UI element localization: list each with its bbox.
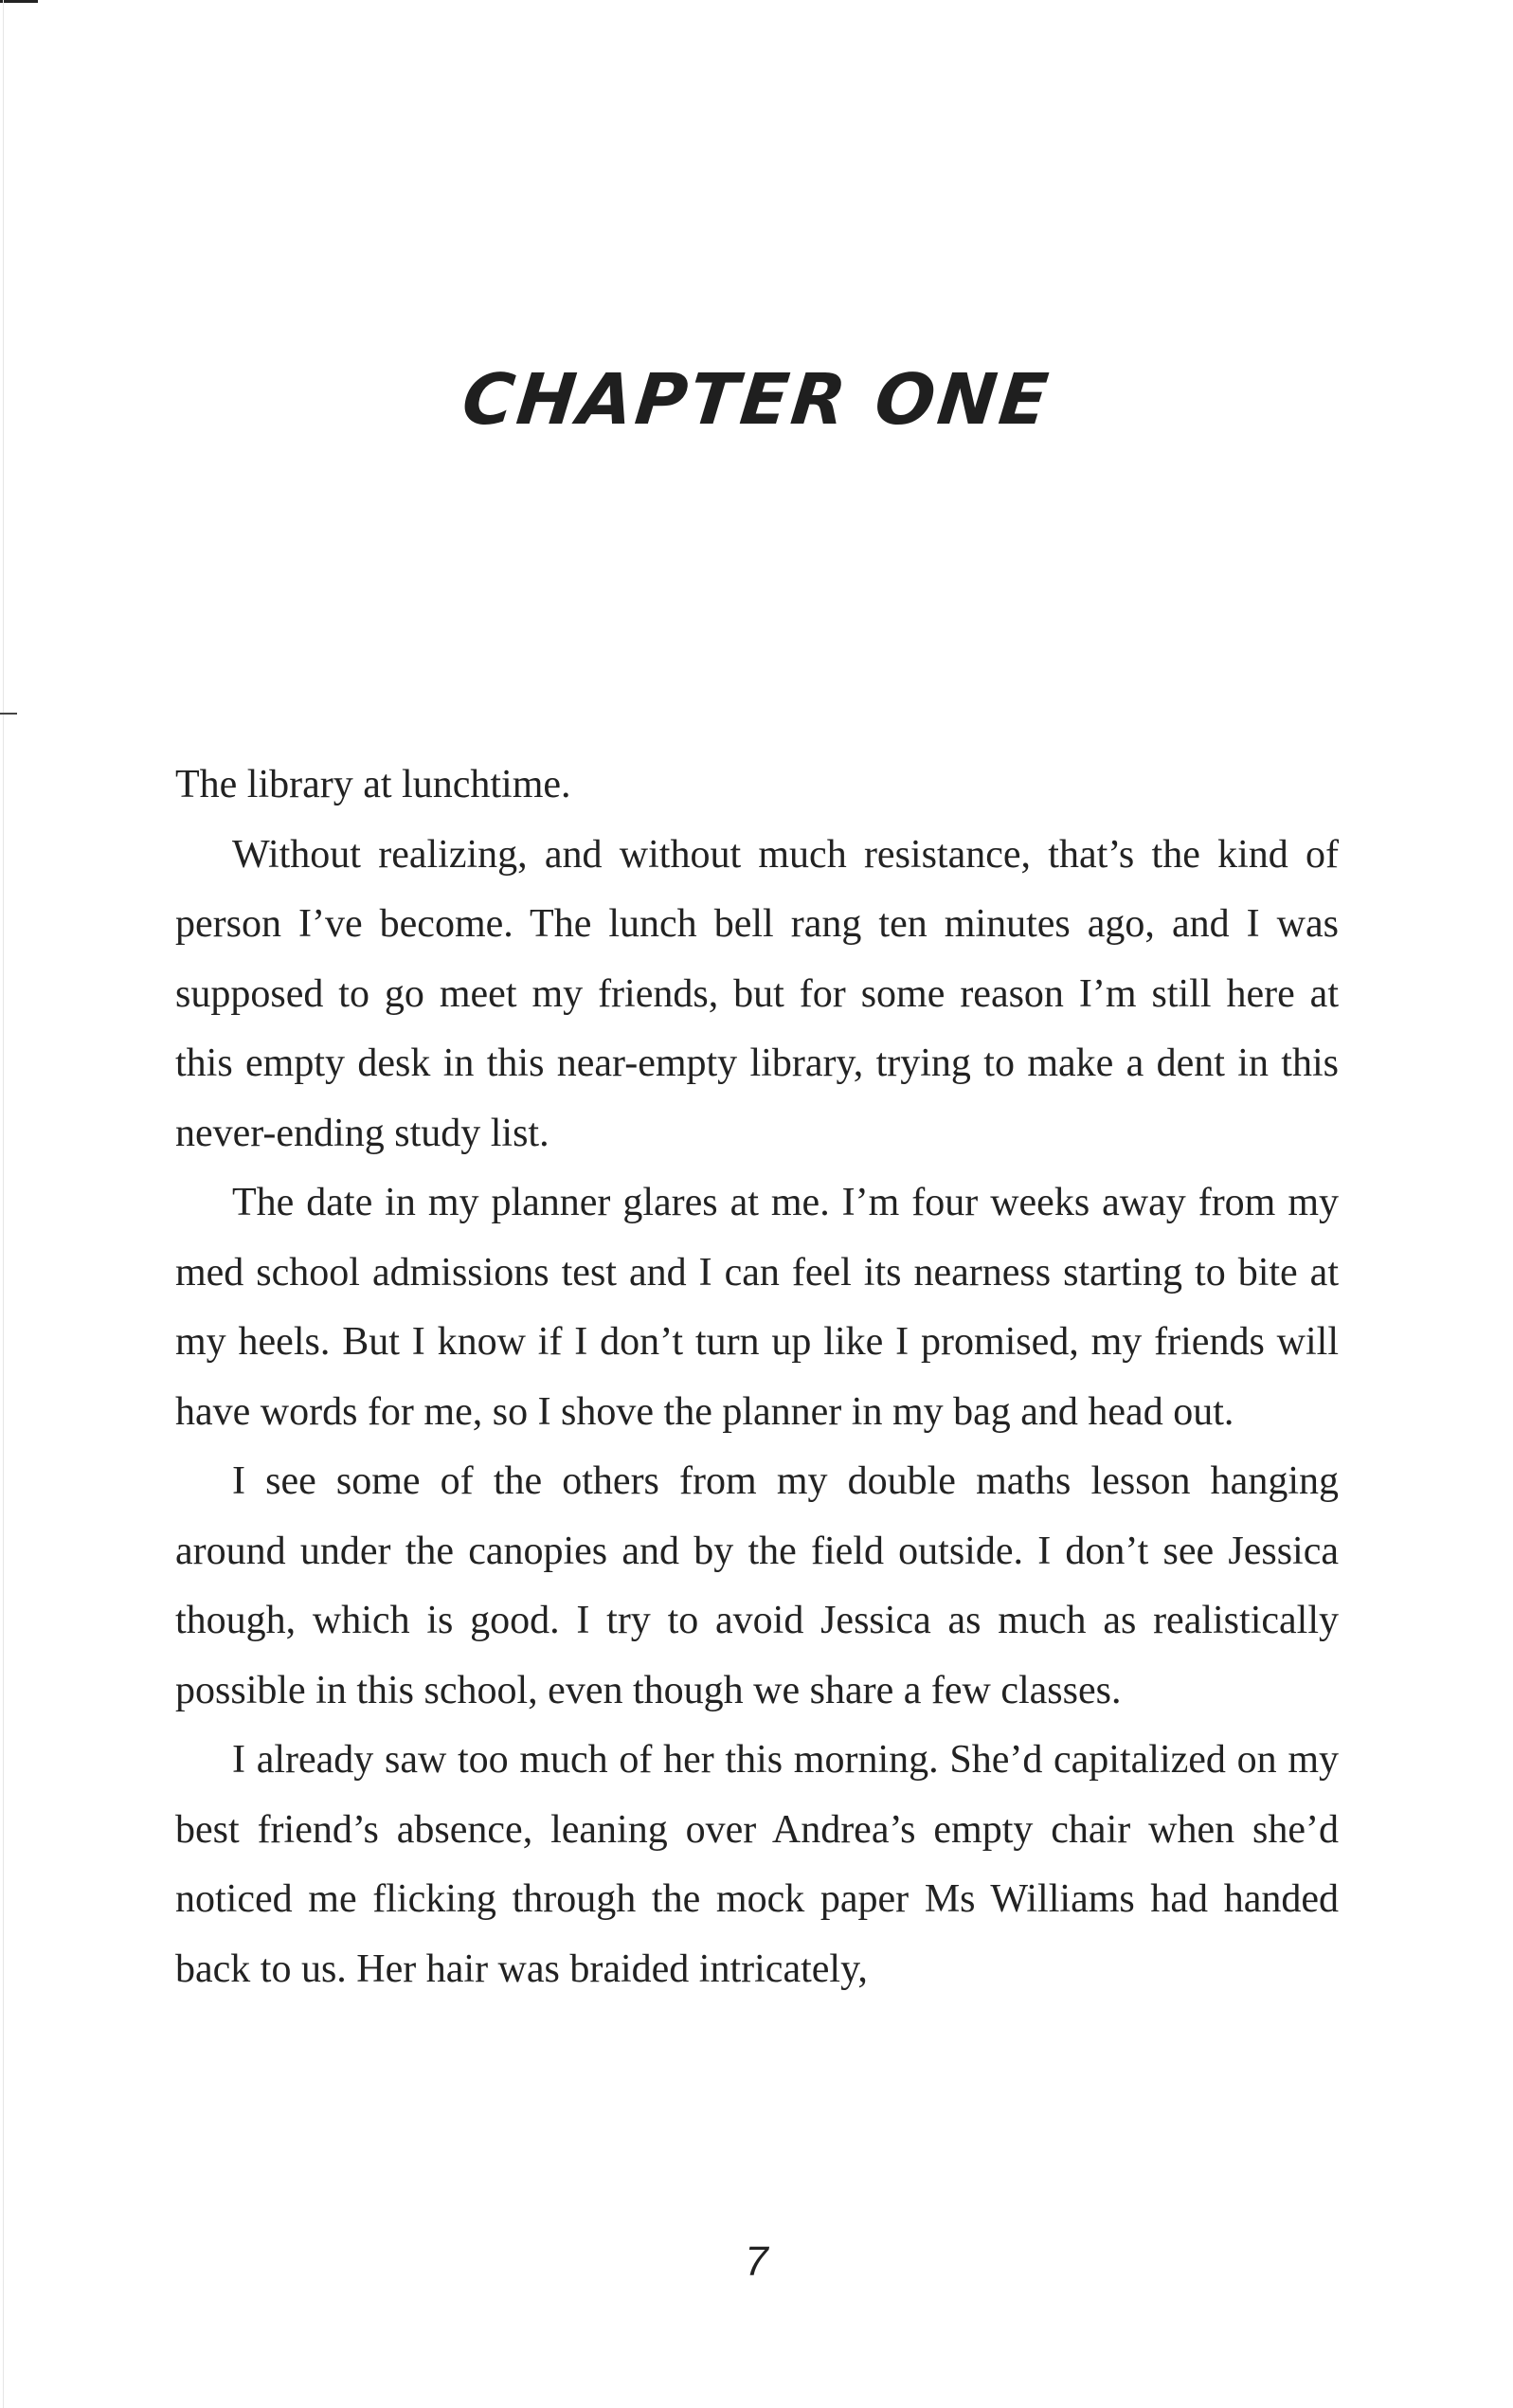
paragraph: I already saw too much of her this morning. She’d capitalized on my best friend’s absence, leaning over Andrea’s empty chair when she’d noticed me flicking through the mock paper Ms Williams had handed back to us. Her hair was braided intricately, — [175, 1738, 1339, 1991]
paragraph: The library at lunchtime. — [175, 763, 571, 806]
paragraph: The date in my planner glares at me. I’m four weeks away from my med school admissions test and I can feel its nearness starting to bite at my heels. But I know if I don’t turn up like I promised, my friends will have words for me, so I shove the planner in my bag and head out. — [175, 1181, 1339, 1434]
chapter-body — [175, 751, 1339, 2004]
page-number: 7 — [745, 2238, 768, 2285]
paragraph: I see some of the others from my double maths lesson hanging around under the canopies and by the field outside. I don’t see Jessica though, which is good. I try to avoid Jessica as much as realistically possible in this school, even though we share a few classes. — [175, 1459, 1339, 1712]
scan-edge-mark — [0, 0, 38, 3]
scan-edge-line — [3, 0, 4, 2408]
scan-edge-mark — [0, 713, 17, 715]
chapter-heading: CHAPTER ONE — [459, 359, 1054, 441]
paragraph: Without realizing, and without much resistance, that’s the kind of person I’ve become. The lunch bell rang ten minutes ago, and I was supposed to go meet my friends, but for some reason I’m still here at this empty desk in this near-empty library, trying to make a dent in this never-ending study list. — [175, 832, 1339, 1155]
